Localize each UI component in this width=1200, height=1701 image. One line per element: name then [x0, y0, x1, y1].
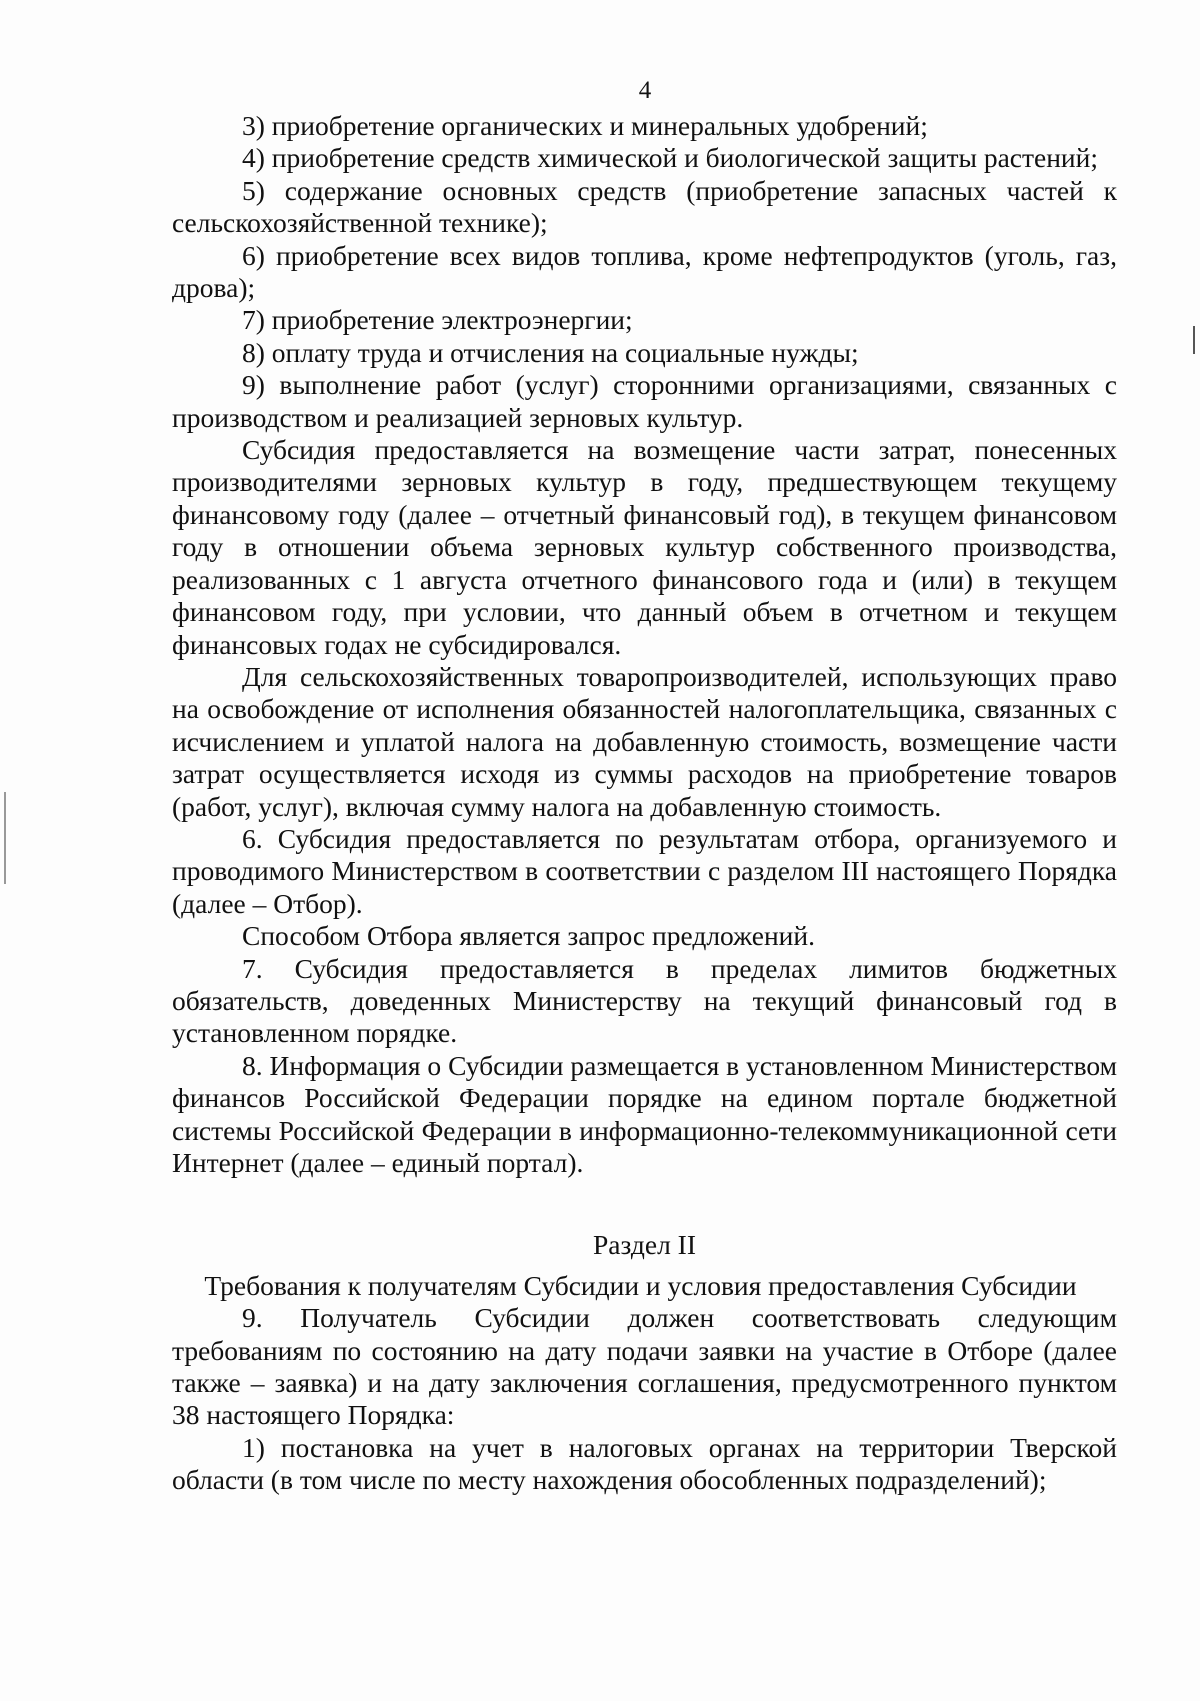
section-heading [172, 1229, 1117, 1302]
paragraph-clause-9: 9. Получатель Субсидии должен соответствовать следующим требованиям по состоянию на дату подачи заявки на участие в Отборе (далее также – заявка) и на дату заключения соглашения, предусмотренного пунктом 38 настоящего Порядка: [172, 1302, 1117, 1431]
paragraph-clause-8: 8. Информация о Субсидии размещается в установленном Министерством финансов Российской Федерации порядке на едином портале бюджетной системы Российской Федерации в информационно-телекоммуникационной сети Интернет (далее – единый портал). [172, 1049, 1117, 1178]
paragraph-clause-6: 6. Субсидия предоставляется по результатам отбора, организуемого и проводимого Министерством в соответствии с разделом III настоящего Порядка (далее – Отбор). [172, 822, 1117, 919]
paragraph-item-6: 6) приобретение всех видов топлива, кроме нефтепродуктов (уголь, газ, дрова); [172, 239, 1117, 304]
paragraph-item-3: 3) приобретение органических и минеральных удобрений; [242, 110, 928, 141]
paragraph-item-7: 7) приобретение электроэнергии; [242, 304, 633, 336]
document-body [172, 110, 1117, 1497]
paragraph-requirement-1: 1) постановка на учет в налоговых органах на территории Тверской области (в том числе по месту нахождения обособленных подразделений); [172, 1431, 1117, 1496]
paragraph-item-5: 5) содержание основных средств (приобретение запасных частей к сельскохозяйственной технике); [172, 174, 1117, 239]
section-title: Требования к получателям Субсидии и условия предоставления Субсидии [204, 1269, 1077, 1301]
paragraph-clause-7: 7. Субсидия предоставляется в пределах лимитов бюджетных обязательств, доведенных Министерству на текущий финансовый год в установленном порядке. [172, 952, 1117, 1049]
paragraph-subsidy-purpose: Субсидия предоставляется на возмещение части затрат, понесенных производителями зерновых культур в году, предшествующем текущему финансовому году (далее – отчетный финансовый год), в текущем финансовом году в отношении объема зерновых культур собственного производства, реализованных с 1 августа отчетного финансового года и (или) в текущем финансовом году, при условии, что данный объем в отчетном и текущем финансовых годах не субсидировался. [172, 434, 1117, 660]
section-number: Раздел II [593, 1229, 696, 1261]
page-number: 4 [638, 77, 652, 104]
paragraph-item-4: 4) приобретение средств химической и биологической защиты растений; [242, 142, 1098, 174]
paragraph-item-8: 8) оплату труда и отчисления на социальные нужды; [242, 336, 859, 368]
paragraph-selection-method: Способом Отбора является запрос предложений. [242, 920, 815, 952]
scan-edge-mark [4, 792, 6, 884]
paragraph-vat-exemption: Для сельскохозяйственных товаропроизводителей, использующих право на освобождение от исполнения обязанностей налогоплательщика, связанных с исчислением и уплатой налога на добавленную стоимость, возмещение части затрат осуществляется исходя из суммы расходов на приобретение товаров (работ, услуг), включая сумму налога на добавленную стоимость. [172, 660, 1117, 822]
paragraph-item-9: 9) выполнение работ (услуг) сторонними организациями, связанных с производством и реализацией зерновых культур. [172, 369, 1117, 433]
scan-edge-mark [1193, 326, 1195, 354]
